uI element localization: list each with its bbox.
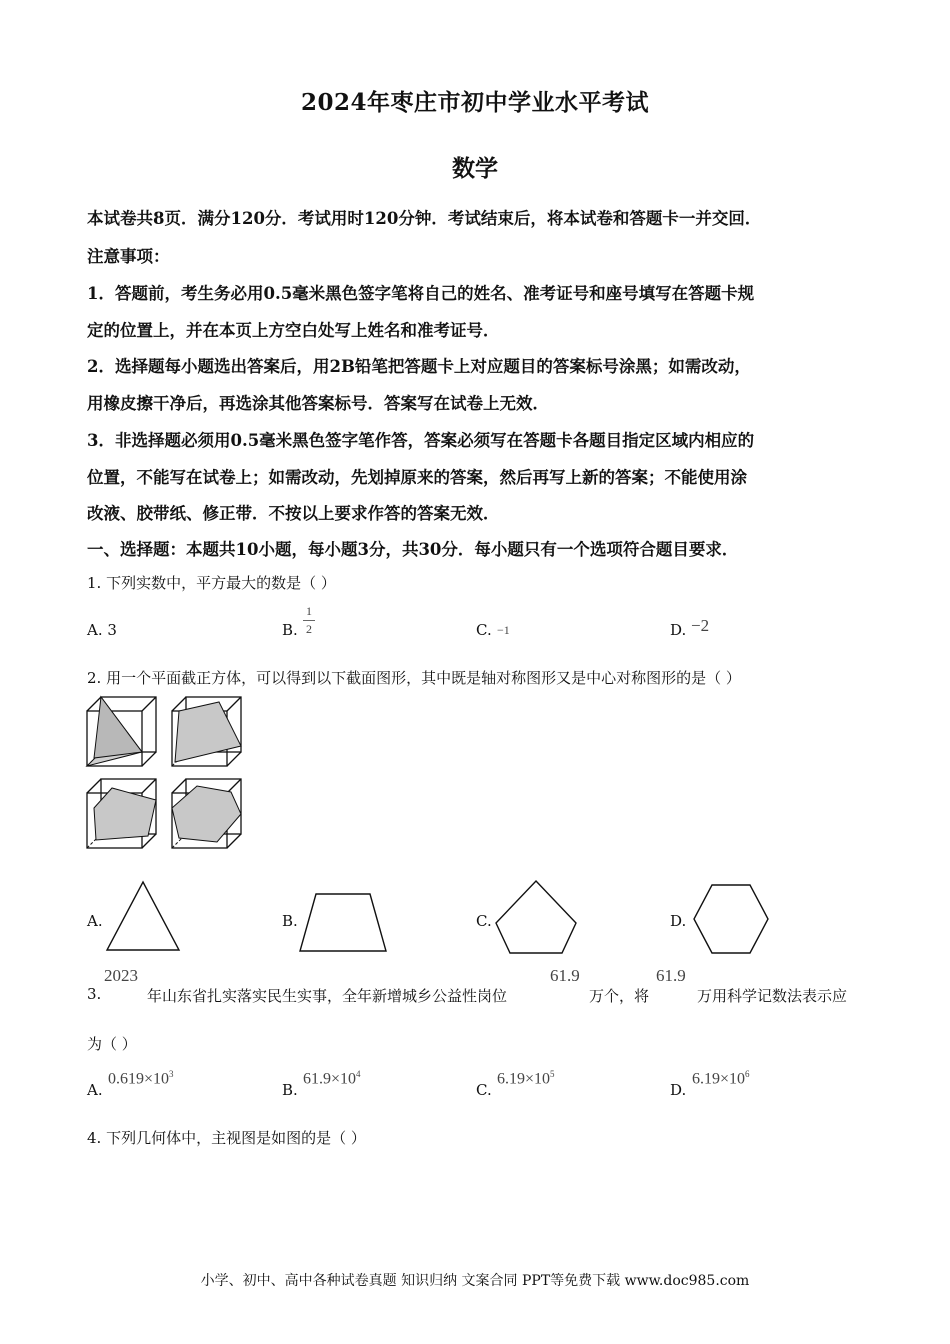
q3-option-b-label: B. xyxy=(282,1081,298,1099)
q2-option-c-label: C. xyxy=(476,912,492,930)
q3-option-c-label: C. xyxy=(476,1081,492,1099)
q2-option-b-label: B. xyxy=(282,912,298,930)
q3-text-line-2: 为（ ） xyxy=(87,1035,137,1053)
question-2-stem: 2. 用一个平面截正方体，可以得到以下截面图形，其中既是轴对称图形又是中心对称图形的是（ ） xyxy=(87,669,741,687)
q3-option-d-value: $6.19\times 10^6$ xyxy=(692,1069,750,1088)
notice-line: 3．非选择题必须用0.5毫米黑色签字笔作答，答案必须写在答题卡各题目指定区域内相应的 xyxy=(87,431,755,450)
cube-pentagon-section-figure xyxy=(86,778,158,850)
cube-trapezoid-section-figure xyxy=(171,696,243,768)
notice-line: 改液、胶带纸、修正带．不按以上要求作答的答案无效． xyxy=(87,504,500,523)
notice-line: 2．选择题每小题选出答案后，用2B铅笔把答题卡上对应题目的答案标号涂黑；如需改动， xyxy=(87,357,751,376)
pentagon-shape xyxy=(494,879,578,955)
q1-option-a: A. 3 xyxy=(87,621,117,639)
triangle-shape xyxy=(104,880,182,952)
q3-number-2: 61.9 xyxy=(656,966,686,985)
notice-line: 定的位置上，并在本页上方空白处写上姓名和准考证号． xyxy=(87,321,500,340)
q3-option-a-label: A. xyxy=(87,1081,103,1099)
question-4-stem: 4. 下列几何体中，主视图是如图的是（ ） xyxy=(87,1129,366,1147)
q3-text-1: 年山东省扎实落实民生实事，全年新增城乡公益性岗位 xyxy=(147,987,508,1005)
notice-line: 1．答题前，考生务必用0.5毫米黑色签字笔将自己的姓名、准考证号和座号填写在答题卡规 xyxy=(87,284,755,303)
q3-option-a-value: $0.619\times 10^3$ xyxy=(108,1069,174,1088)
q3-option-b-value: $61.9\times 10^4$ xyxy=(303,1069,361,1088)
q3-number-1: 61.9 xyxy=(550,966,580,985)
page-footer: 小学、初中、高中各种试卷真题 知识归纳 文案合同 PPT等免费下载 www.doc985.com xyxy=(200,1273,750,1289)
q2-option-d-label: D. xyxy=(670,912,687,930)
cube-triangle-section-figure xyxy=(86,696,158,768)
intro-text: 本试卷共8页．满分120分．考试用时120分钟．考试结束后，将本试卷和答题卡一并交回． xyxy=(87,209,762,228)
hexagon-shape xyxy=(692,883,770,955)
q1-option-d-value: −2 xyxy=(691,616,710,635)
q3-year: 2023 xyxy=(104,966,138,985)
q3-option-d-label: D. xyxy=(670,1081,687,1099)
q1-option-c-value: −1 xyxy=(497,623,510,637)
question-1-stem: 1. 下列实数中，平方最大的数是（ ） xyxy=(87,574,336,592)
q1-option-b-label: B. xyxy=(282,621,298,639)
q3-text-2: 万个，将 xyxy=(589,987,650,1005)
q1-option-c-label: C. xyxy=(476,621,492,639)
q1-option-d-label: D. xyxy=(670,621,687,639)
fraction-bar xyxy=(303,620,315,621)
question-3-number: 3. xyxy=(87,985,102,1003)
notice-line: 用橡皮擦干净后，再选涂其他答案标号．答案写在试卷上无效． xyxy=(87,394,549,413)
page-title: 2024年枣庄市初中学业水平考试 xyxy=(300,89,649,116)
q3-text-3: 万用科学记数法表示应 xyxy=(697,987,848,1005)
q1-option-b-numerator: 1 xyxy=(306,604,312,618)
q2-option-a-label: A. xyxy=(87,912,103,930)
section-heading: 一、选择题：本题共10小题，每小题3分，共30分．每小题只有一个选项符合题目要求． xyxy=(87,540,739,559)
q3-option-c-value: $6.19\times 10^5$ xyxy=(497,1069,555,1088)
cube-hexagon-section-figure xyxy=(171,778,243,850)
page-subtitle: 数学 xyxy=(452,155,498,182)
trapezoid-shape xyxy=(298,891,390,953)
q1-option-b-denominator: 2 xyxy=(306,622,312,636)
notice-line: 位置，不能写在试卷上；如需改动，先划掉原来的答案，然后再写上新的答案；不能使用涂 xyxy=(87,468,747,487)
notice-title: 注意事项： xyxy=(87,247,170,266)
